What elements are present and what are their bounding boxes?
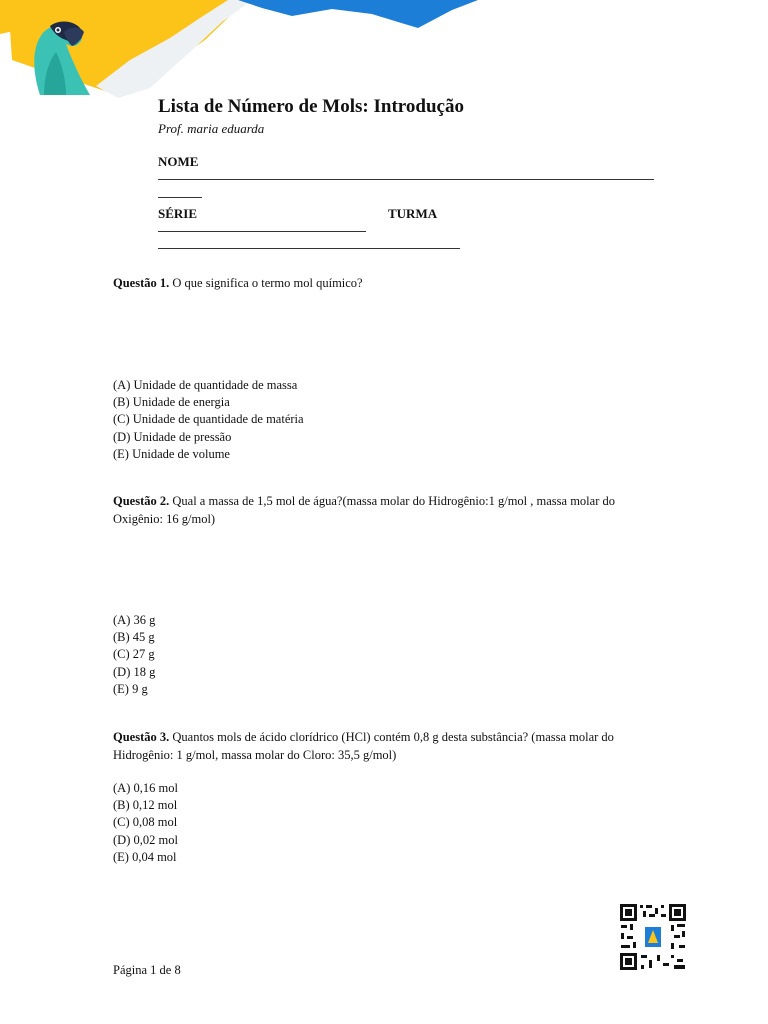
option-d: (D) 18 g (113, 664, 156, 679)
question-label: Questão 3. (113, 730, 170, 744)
option-e: (E) Unidade de volume (113, 446, 230, 461)
author-name: Prof. maria eduarda (158, 121, 265, 136)
option-e: (E) 9 g (113, 681, 148, 696)
question-3-options (113, 780, 178, 866)
question-text-continued: Hidrogênio: 1 g/mol, massa molar do Cloro: 35,5 g/mol) (113, 748, 397, 762)
question-2-options (113, 612, 155, 698)
question-label: Questão 1. (113, 276, 170, 290)
question-text: Qual a massa de 1,5 mol de água?(massa molar do Hidrogênio:1 g/mol , massa molar do (172, 494, 615, 508)
option-d: (D) 0,02 mol (113, 832, 178, 847)
name-field-line (158, 179, 654, 180)
document-title: Lista de Número de Mols: Introdução (158, 96, 464, 117)
question-3 (113, 728, 614, 764)
option-a: (A) Unidade de quantidade de massa (113, 378, 298, 392)
qr-code-icon[interactable] (619, 903, 687, 971)
option-b: (B) Unidade de energia (113, 395, 230, 410)
series-field-label: SÉRIE (158, 206, 198, 221)
name-field-label: NOME (158, 154, 199, 169)
class-field-line (158, 248, 460, 249)
option-a: (A) 36 g (113, 613, 156, 627)
header-decoration (0, 0, 768, 100)
option-b: (B) 0,12 mol (113, 798, 178, 813)
name-field-line-continued (158, 197, 202, 198)
question-text: O que significa o termo mol químico? (172, 276, 363, 290)
question-label: Questão 2. (113, 494, 170, 508)
question-1-options (113, 377, 304, 463)
option-e: (E) 0,04 mol (113, 849, 177, 864)
question-1 (113, 274, 363, 292)
question-text: Quantos mols de ácido clorídrico (HCl) contém 0,8 g desta substância? (massa molar do (172, 730, 614, 744)
option-c: (C) 27 g (113, 647, 155, 662)
option-c: (C) Unidade de quantidade de matéria (113, 412, 304, 427)
question-2 (113, 492, 615, 528)
series-field-line (158, 231, 366, 232)
question-text-continued: Oxigênio: 16 g/mol) (113, 512, 216, 526)
page-number: Página 1 de 8 (113, 963, 181, 977)
class-field-label: TURMA (388, 206, 438, 221)
option-c: (C) 0,08 mol (113, 815, 178, 830)
option-b: (B) 45 g (113, 630, 155, 645)
option-a: (A) 0,16 mol (113, 781, 178, 795)
option-d: (D) Unidade de pressão (113, 429, 232, 444)
